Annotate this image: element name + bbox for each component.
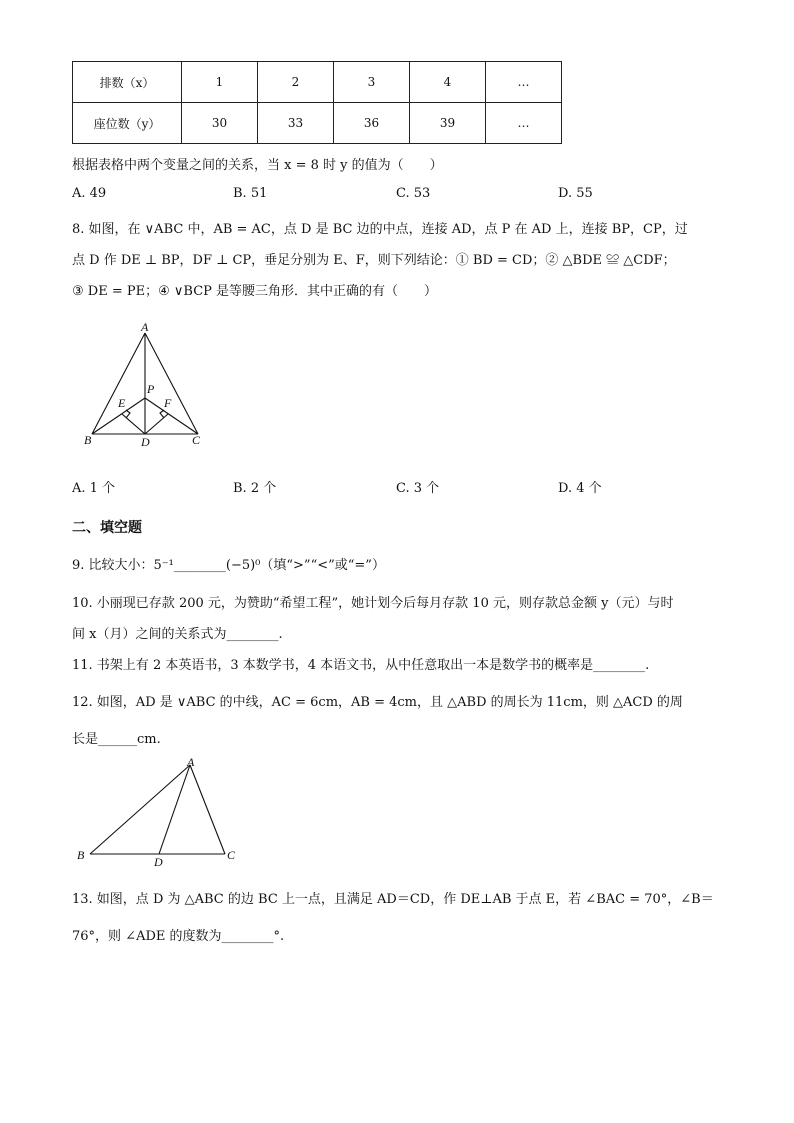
table-cell: 39 <box>410 103 486 144</box>
label-c: C <box>192 433 201 447</box>
figure-q12-triangle <box>72 755 252 870</box>
table-cell: 1 <box>182 62 258 103</box>
question-10-line-1: 10. 小丽现已存款 200 元，为赞助“希望工程”，她计划今后每月存款 10 元，则存款总金额 y（元）与时 <box>72 596 674 611</box>
label-c: C <box>227 848 236 862</box>
question-11: 11. 书架上有 2 本英语书，3 本数学书，4 本语文书，从中任意取出一本是数学书的概率是________. <box>72 658 650 673</box>
question-8-line-2: 点 D 作 DE ⊥ BP，DF ⊥ CP，垂足分别为 E、F，则下列结论：① BD = CD；② △BDE ≌ △CDF； <box>72 253 676 268</box>
table-cell: 30 <box>182 103 258 144</box>
table-cell: 2 <box>258 62 334 103</box>
label-a: A <box>187 755 195 769</box>
question-8-line-3: ③ DE = PE；④ ∨BCP 是等腰三角形．其中正确的有（ ） <box>72 284 438 299</box>
section-title: 二、填空题 <box>72 520 142 536</box>
table-cell: 4 <box>410 62 486 103</box>
option-c: C. 3 个 <box>396 481 440 496</box>
label-f: F <box>164 396 172 410</box>
question-8-line-1: 8. 如图，在 ∨ABC 中，AB = AC，点 D 是 BC 边的中点，连接 AD，点 P 在 AD 上，连接 BP，CP，过 <box>72 222 688 237</box>
label-a: A <box>141 320 149 334</box>
option-a: A. 49 <box>72 186 107 201</box>
question-7-stem: 根据表格中两个变量之间的关系，当 x = 8 时 y 的值为（ ） <box>72 158 443 173</box>
label-d: D <box>141 435 150 449</box>
table-cell: 36 <box>334 103 410 144</box>
table-cell: 排数（x） <box>73 62 182 103</box>
label-b: B <box>77 848 85 862</box>
option-d: D. 4 个 <box>558 481 602 496</box>
question-9: 9. 比较大小：5⁻¹________(−5)⁰（填“>”“<”或“=”） <box>72 558 385 573</box>
option-a: A. 1 个 <box>72 481 116 496</box>
question-13-line-2: 76°，则 ∠ADE 的度数为________°. <box>72 929 285 944</box>
option-b: B. 51 <box>233 186 268 201</box>
table-cell: 33 <box>258 103 334 144</box>
data-table <box>72 61 562 144</box>
label-d: D <box>154 855 163 869</box>
question-10-line-2: 间 x（月）之间的关系式为________. <box>72 627 283 642</box>
table-cell: … <box>486 62 562 103</box>
option-b: B. 2 个 <box>233 481 277 496</box>
question-12-line-1: 12. 如图，AD 是 ∨ABC 的中线，AC = 6cm，AB = 4cm，且 △ABD 的周长为 11cm，则 △ACD 的周 <box>72 695 683 710</box>
table-cell: 3 <box>334 62 410 103</box>
label-e: E <box>118 396 126 410</box>
option-d: D. 55 <box>558 186 593 201</box>
table-cell: … <box>486 103 562 144</box>
label-p: P <box>147 382 155 396</box>
figure-q8-triangle <box>80 318 220 450</box>
question-13-line-1: 13. 如图，点 D 为 △ABC 的边 BC 上一点，且满足 AD＝CD，作 DE⊥AB 于点 E，若 ∠BAC = 70°，∠B＝ <box>72 892 714 907</box>
question-12-line-2: 长是______cm. <box>72 732 161 747</box>
table-row <box>73 62 562 103</box>
table-cell: 座位数（y） <box>73 103 182 144</box>
table-row <box>73 103 562 144</box>
option-c: C. 53 <box>396 186 431 201</box>
label-b: B <box>84 433 92 447</box>
